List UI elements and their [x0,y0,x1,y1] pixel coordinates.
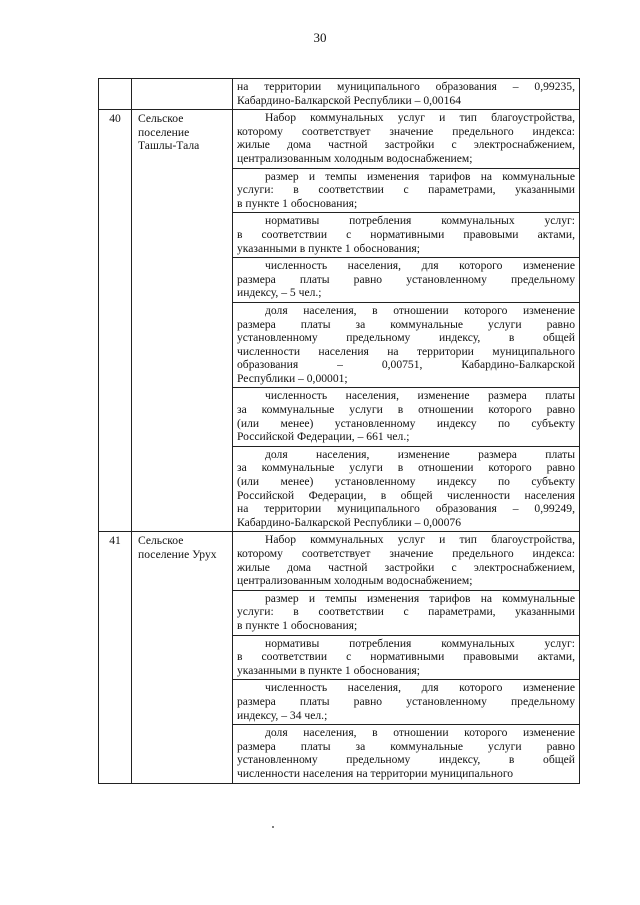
paragraph-line: Кабардино-Балкарской Республики – 0,00076 [237,515,461,529]
description-paragraph [233,169,579,214]
paragraph-line: доля населения, в отношении которого изменение [265,303,575,317]
table-body [99,79,580,784]
paragraph-line: централизованным холодным водоснабжением; [237,574,473,588]
settlement-name-line: поселение Урух [138,548,217,561]
paragraph-line: размера платы равно установленному предельному [237,694,575,708]
paragraph-line: размер и темпы изменения тарифов на коммунальные [265,591,575,605]
row-number-cell: 41 [99,532,132,783]
paragraph-line: численности населения на территории муниципального [237,344,575,358]
paragraph-line: жилые дома частной застройки с электроснабжением, [237,138,575,152]
paragraph-line: Российской Федерации, – 661 чел.; [237,430,410,444]
paragraph-line: в пункте 1 обоснования; [237,618,358,632]
paragraph-line: размера платы равно установленному предельному [237,272,575,286]
settlement-name-cell [132,79,233,110]
description-paragraph [233,388,579,446]
description-cell [233,110,580,532]
scan-artifact-dot [272,826,274,828]
description-paragraph [233,303,579,389]
paragraph-line: размер и темпы изменения тарифов на коммунальные [265,169,575,183]
description-paragraph [233,110,579,168]
row-number-cell: 40 [99,110,132,532]
paragraph-line: Республики – 0,00001; [237,371,348,385]
paragraph-line: установленному предельному индексу, в общей [237,331,575,345]
paragraph-line: жилые дома частной застройки с электроснабжением, [237,560,575,574]
paragraph-line: в соответствии с нормативными правовыми актами, [237,650,575,664]
paragraph-line: численность населения, для которого изменение [265,681,575,695]
paragraph-line: (или менее) установленному индексу по субъекту [237,475,575,489]
page-number: 30 [313,30,327,45]
paragraph-line: Кабардино-Балкарской Республики – 0,00164 [237,93,461,107]
paragraph-line: нормативы потребления коммунальных услуг: [265,636,575,650]
table-row [99,110,580,532]
paragraph-line: Российской Федерации, в общей численности населения [237,488,575,502]
paragraph-line: указанными в пункте 1 обоснования; [237,663,420,677]
settlement-name-line: Сельское [138,112,184,126]
paragraph-line: численность населения, для которого изменение [265,259,575,273]
description-paragraph [233,447,579,532]
document-table [98,78,580,784]
description-paragraph [233,213,579,258]
settlement-name-line: Сельское [138,534,184,548]
description-paragraph [233,258,579,303]
paragraph-line: за коммунальные услуги в отношении которого равно [237,461,575,475]
row-number-cell [99,79,132,110]
paragraph-line: (или менее) установленному индексу по субъекту [237,416,575,430]
paragraph-line: указанными в пункте 1 обоснования; [237,241,420,255]
paragraph-line: на территории муниципального образования – 0,99235, [237,80,575,93]
paragraph-line: на территории муниципального образования – 0,99249, [237,502,575,516]
paragraph-line: индексу, – 5 чел.; [237,286,322,300]
paragraph-line: которому соответствует значение предельного индекса: [237,124,575,138]
paragraph-line: услуги: в соответствии с параметрами, указанными [237,183,575,197]
paragraph-line: численность населения, изменение размера платы [265,389,575,403]
paragraph-line: централизованным холодным водоснабжением; [237,151,473,165]
description-paragraph [233,532,579,590]
description-paragraph [233,725,579,782]
paragraph-line: в соответствии с нормативными правовыми актами, [237,227,575,241]
paragraph-line: размера платы за коммунальные услуги равно [237,739,575,753]
paragraph-line: образования – 0,00751, Кабардино-Балкарской [237,358,575,372]
paragraph-line: нормативы потребления коммунальных услуг: [265,214,575,228]
table-row [99,79,580,110]
description-paragraph [233,680,579,725]
paragraph-line: индексу, – 34 чел.; [237,708,328,722]
description-paragraph [233,636,579,681]
paragraph-line: установленному предельному индексу, в общей [237,753,575,767]
paragraph-line: которому соответствует значение предельного индекса: [237,547,575,560]
paragraph-line: Набор коммунальных услуг и тип благоустройства, [265,111,575,125]
settlement-name-cell [132,532,233,783]
description-cell [233,79,580,110]
paragraph-line: за коммунальные услуги в отношении которого равно [237,403,575,417]
paragraph-line: доля населения, в отношении которого изменение [265,726,575,740]
description-paragraph [233,79,579,109]
settlement-name-line: Ташлы-Тала [138,139,200,153]
paragraph-line: численности населения на территории муниципального [237,766,514,780]
description-paragraph [233,591,579,636]
paragraph-line: услуги: в соответствии с параметрами, указанными [237,605,575,619]
paragraph-line: в пункте 1 обоснования; [237,196,358,210]
paragraph-line: доля населения, изменение размера платы [265,447,575,461]
table-row [99,532,580,783]
settlement-name-line: поселение [138,125,190,139]
description-cell [233,532,580,783]
paragraph-line: размера платы за коммунальные услуги равно [237,317,575,331]
settlement-name-cell [132,110,233,532]
paragraph-line: Набор коммунальных услуг и тип благоустройства, [265,533,575,547]
